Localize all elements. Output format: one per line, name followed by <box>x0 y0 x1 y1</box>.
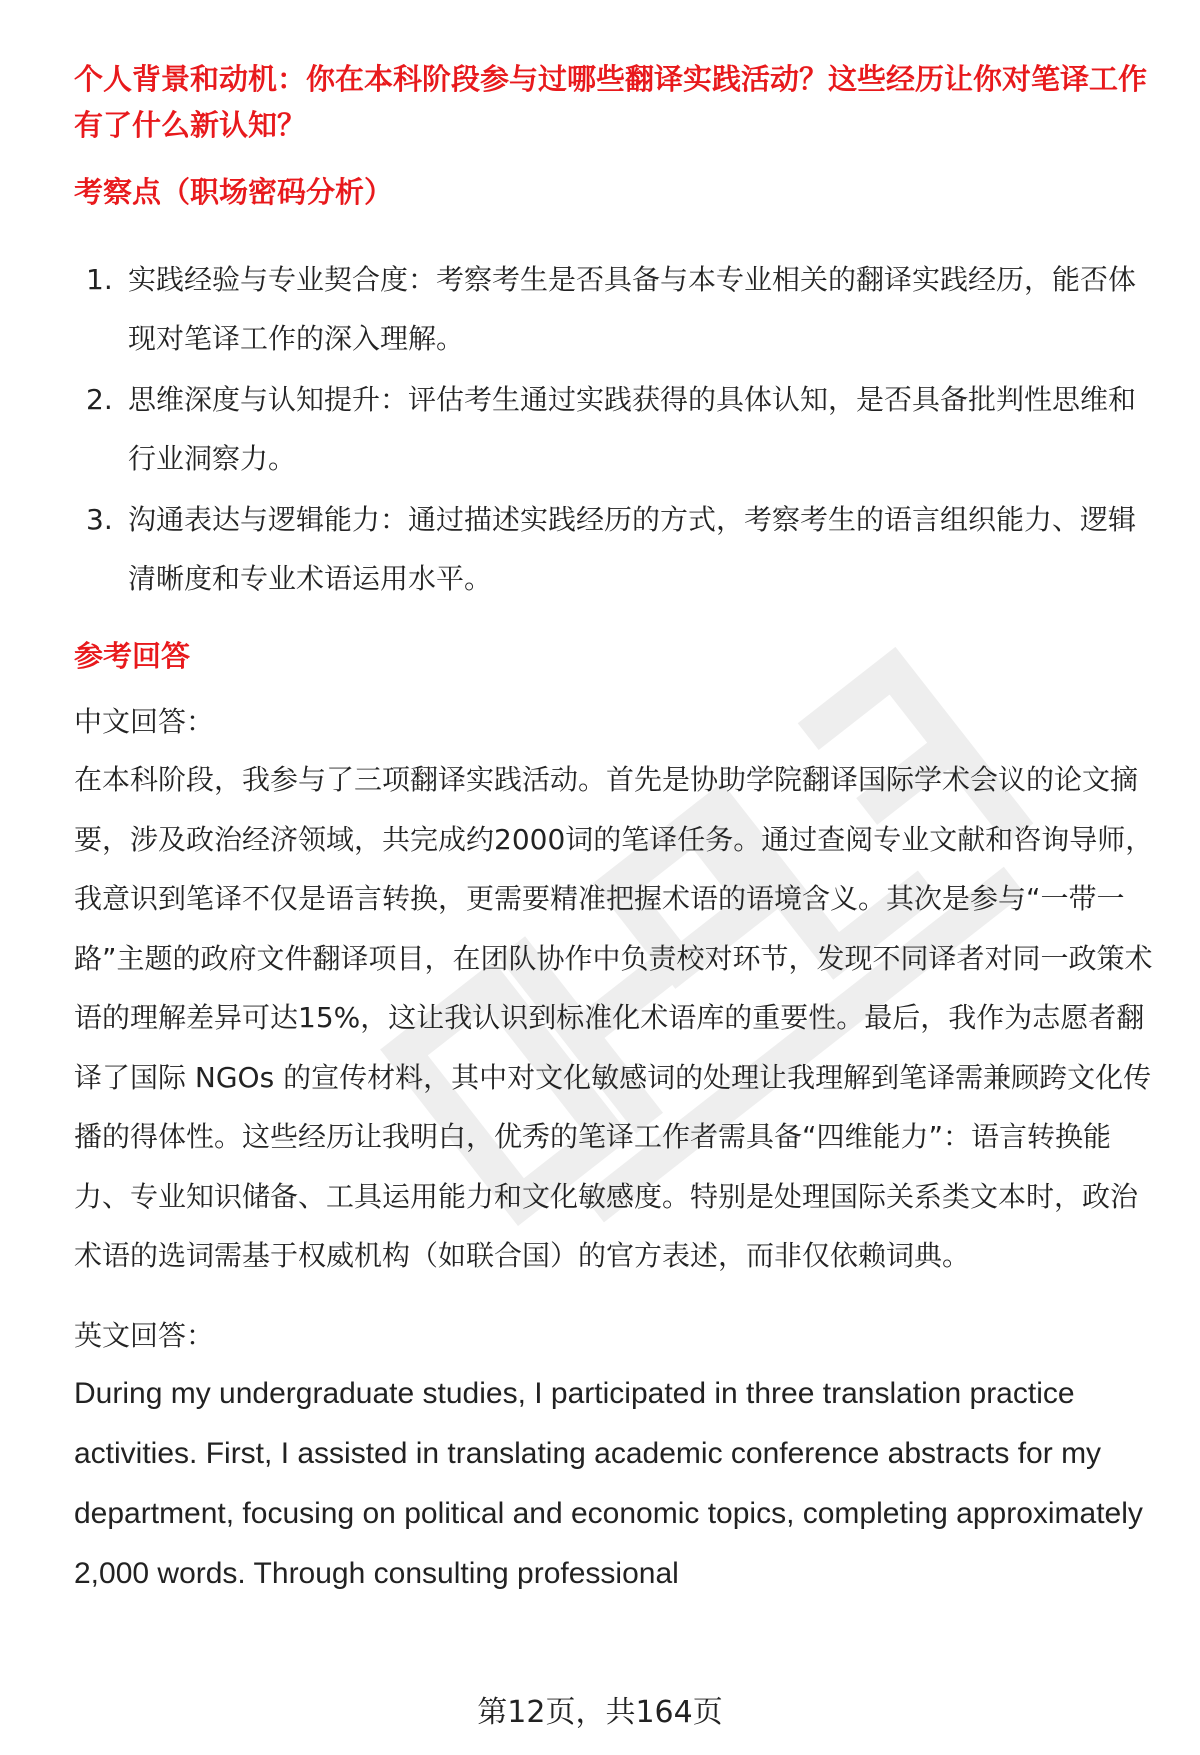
english-answer-label: 英文回答： <box>74 1318 215 1352</box>
list-item <box>74 370 1154 488</box>
page-number: 第12页，共164页 <box>477 1695 723 1730</box>
chinese-answer-text: 在本科阶段，我参与了三项翻译实践活动。首先是协助学院翻译国际学术会议的论文摘要，涉及政治经济领域，共完成约2000词的笔译任务。通过查阅专业文献和咨询导师，我意识到笔译不仅是语言转换，更需要精准把握术语的语境含义。其次是参与“一带一路”主题的政府文件翻译项目，在团队协作中负责校对环节，发现不同译者对同一政策术语的理解差异可达15%，这让我认识到标准化术语库的重要性。最后，我作为志愿者翻译了国际 NGOs 的宣传材料，其中对文化敏感词的处理让我理解到笔译需兼顾跨文化传播的得体性。这些经历让我明白，优秀的笔译工作者需具备“四维能力”：语言转换能力、专业知识储备、工具运用能力和文化敏感度。特别是处理国际关系类文本时，政治术语的选词需基于权威机构（如联合国）的官方表述，而非仅依赖词典。 <box>74 763 1154 1272</box>
list-item-number: 3. <box>86 503 113 536</box>
list-item-text: 实践经验与专业契合度：考察考生是否具备与本专业相关的翻译实践经历，能否体现对笔译工作的深入理解。 <box>128 263 1137 355</box>
list-item-text: 沟通表达与逻辑能力：通过描述实践经历的方式，考察考生的语言组织能力、逻辑清晰度和专业术语运用水平。 <box>128 503 1137 595</box>
list-item-number: 1. <box>86 263 113 296</box>
list-item <box>74 490 1154 608</box>
assessment-title: 考察点（职场密码分析） <box>74 175 394 209</box>
assessment-points-list <box>74 250 1154 608</box>
english-answer-text: During my undergraduate studies, I participated in three translation practice activities. First, I assisted in translating academic conference abstracts for my department, focusing on political and economic topics, completing approximately 2,000 words. Through consulting professional <box>74 1376 1143 1590</box>
main-content <box>74 56 1154 1604</box>
list-item-text: 思维深度与认知提升：评估考生通过实践获得的具体认知，是否具备批判性思维和行业洞察力。 <box>128 383 1137 475</box>
chinese-answer-label: 中文回答： <box>74 705 215 738</box>
list-item-number: 2. <box>86 383 113 416</box>
question-heading: 个人背景和动机：你在本科阶段参与过哪些翻译实践活动？这些经历让你对笔译工作有了什么新认知？ <box>74 62 1148 142</box>
list-item <box>74 250 1154 368</box>
reference-answer-title: 参考回答 <box>74 639 191 673</box>
